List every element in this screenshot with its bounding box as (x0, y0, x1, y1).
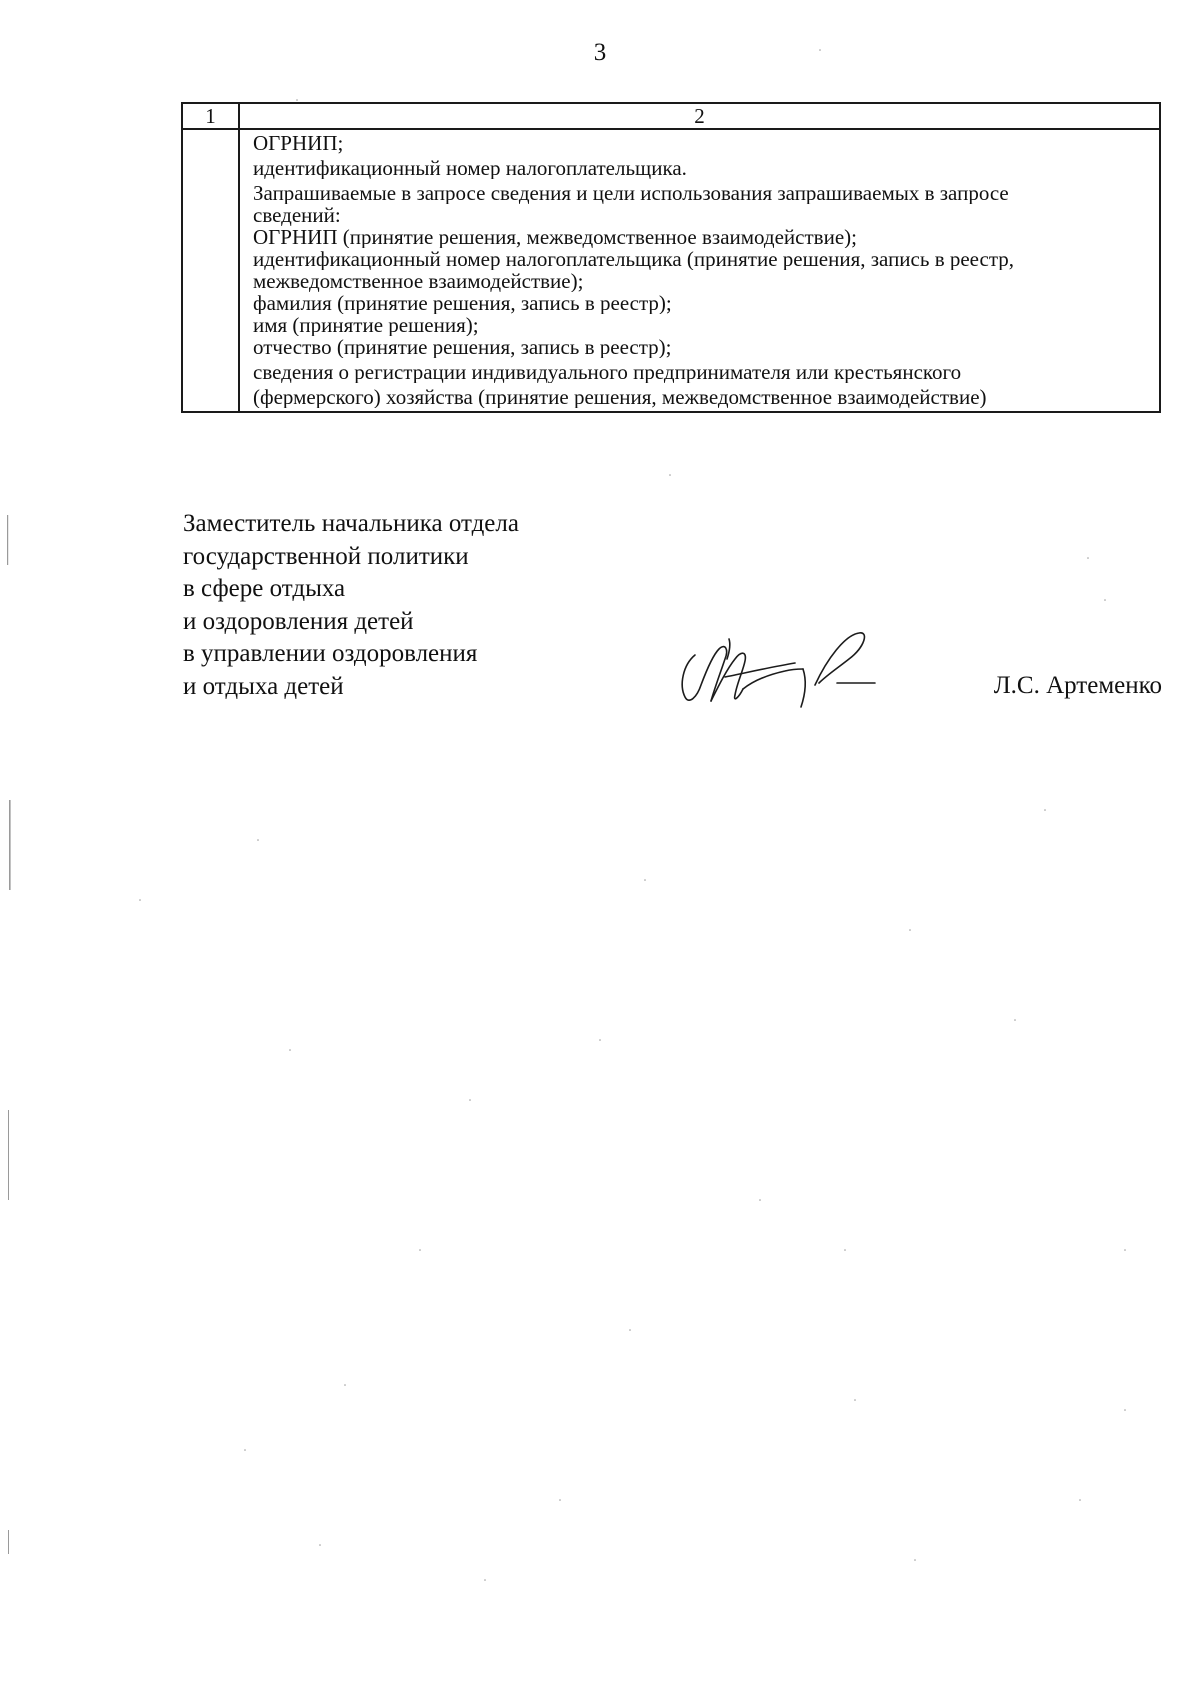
signatory-title-line: и отдыха детей (183, 672, 344, 700)
table-cell-col1 (182, 129, 239, 412)
table-line: Запрашиваемые в запросе сведения и цели использования запрашиваемых в запросе (253, 182, 1009, 204)
handwritten-signature (675, 625, 905, 715)
requirements-table (181, 102, 1161, 413)
signatory-title-line: государственной политики (183, 542, 469, 570)
signatory-title (183, 508, 519, 703)
table-row (182, 129, 1160, 412)
table-cell-col2 (239, 129, 1160, 412)
table-line: ОГРНИП; (253, 132, 344, 154)
signatory-title-line: в сфере отдыха (183, 575, 346, 602)
table-line: сведений: (253, 204, 341, 226)
table-header-cell-2: 2 (239, 103, 1160, 129)
table-line: (фермерского) хозяйства (принятие решения, межведомственное взаимодействие) (253, 386, 987, 408)
signatory-title-line: Заместитель начальника отдела (183, 510, 519, 537)
page-number: 3 (593, 39, 607, 66)
table-header-row (182, 103, 1160, 129)
signer-name: Л.С. Артеменко (993, 672, 1162, 699)
signatory-title-line: и оздоровления детей (183, 607, 414, 635)
table-header-cell-1: 1 (182, 103, 239, 129)
table-line: межведомственное взаимодействие); (253, 270, 584, 292)
signatory-title-line: в управлении оздоровления (183, 640, 478, 667)
table-line: ОГРНИП (принятие решения, межведомственное взаимодействие); (253, 226, 857, 248)
table-line: имя (принятие решения); (253, 314, 479, 336)
table-line: сведения о регистрации индивидуального предпринимателя или крестьянского (253, 361, 962, 383)
table-line: фамилия (принятие решения, запись в реестр); (253, 292, 672, 314)
table-line: отчество (принятие решения, запись в реестр); (253, 336, 672, 358)
table-line: идентификационный номер налогоплательщика. (253, 157, 687, 179)
table-line: идентификационный номер налогоплательщика (принятие решения, запись в реестр, (253, 248, 1015, 270)
